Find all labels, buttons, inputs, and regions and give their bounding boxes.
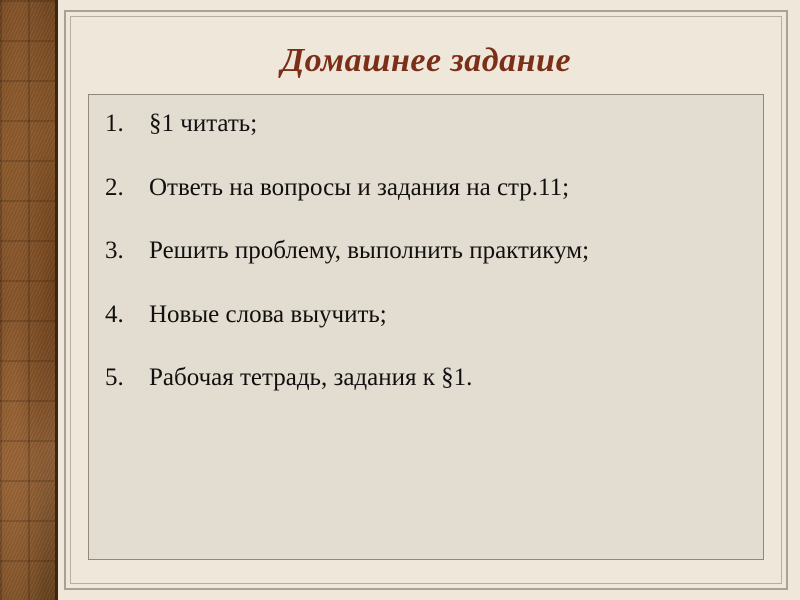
list-item-number: 5. — [105, 364, 124, 391]
list-item-text: Новые слова выучить; — [149, 300, 387, 328]
list-item-number: 2. — [105, 173, 124, 201]
page-title: Домашнее задание — [280, 42, 572, 79]
list-item — [103, 236, 745, 266]
list-item — [103, 300, 745, 330]
list-item-text: §1 читать; — [149, 110, 258, 137]
list-item — [103, 173, 745, 203]
list-item-number: 4. — [105, 300, 124, 328]
list-item — [103, 109, 745, 139]
list-item-number: 1. — [105, 110, 124, 137]
decorative-border-ornament — [0, 0, 58, 600]
homework-list-container — [88, 94, 764, 560]
border-wood-grain-texture — [0, 0, 58, 600]
border-edge-line — [55, 0, 58, 600]
list-item-text: Решить проблему, выполнить практикум; — [149, 237, 590, 264]
list-item-text: Ответь на вопросы и задания на стр.11; — [149, 173, 570, 201]
homework-list — [103, 109, 745, 393]
list-item — [103, 363, 745, 393]
list-item-text: Рабочая тетрадь, задания к §1. — [149, 364, 473, 391]
list-item-number: 3. — [105, 237, 124, 264]
page-frame — [64, 10, 788, 590]
